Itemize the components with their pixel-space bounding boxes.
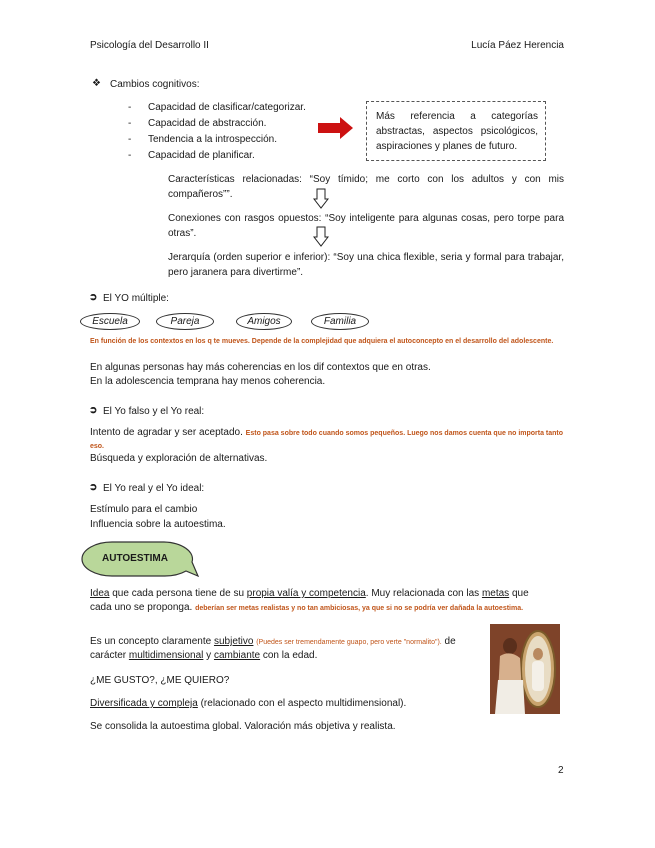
trait-paragraph: Jerarquía (orden superior e inferior): “Soy una chica flexible, seria y formal para trabajar, pero jaranera para divertirme”. [168,252,564,278]
yo-multiple-title: El YO múltiple: [103,293,169,304]
context-oval: Familia [311,313,369,330]
down-arrow-icon [313,188,329,209]
arrow-bullet-icon: ➲ [89,482,98,493]
yo-multiple-line: En algunas personas hay más coherencias en los dif contextos que en otras. [90,362,431,373]
context-oval: Pareja [156,313,214,330]
subjetivo-note: (Puedes ser tremendamente guapo, pero verte "normalito"). [256,639,442,646]
autoestima-note: deberían ser metas realistas y no tan ambiciosas, ya que si no se podría ver dañada la autoestima. [195,605,524,612]
cognitive-title: Cambios cognitivos: [110,79,200,90]
autoestima-p3 [90,697,406,710]
text-run: con la edad. [260,650,318,661]
reference-box-text: Más referencia a categorías abstractas, aspectos psicológicos, aspiraciones y planes de futuro. [376,111,538,152]
cognitive-item: Capacidad de clasificar/categorizar. [148,102,306,113]
cognitive-item: Capacidad de planificar. [148,150,255,161]
dash-bullet: - [128,102,132,113]
dash-bullet: - [128,134,132,145]
arrow-bullet-icon: ➲ [89,405,98,416]
term-cambiante: cambiante [213,650,261,661]
yo-falso-line: Búsqueda y exploración de alternativas. [90,453,268,464]
autoestima-p4: Se consolida la autoestima global. Valoración más objetiva y realista. [90,721,396,732]
yo-falso-title: El Yo falso y el Yo real: [103,406,205,417]
header-right: Lucía Páez Herencia [471,40,564,51]
term-valia: propia valía y competencia [246,588,366,599]
diamond-bullet-icon: ❖ [92,78,101,89]
text-run: y [203,650,214,661]
context-oval: Escuela [80,313,140,330]
yo-ideal-line: Influencia sobre la autoestima. [90,519,226,530]
yo-falso-line: Intento de agradar y ser aceptado. [90,427,243,438]
yo-falso-note: Esto pasa sobre todo cuando somos pequeños. Luego nos damos cuenta que no importa tanto eso. [90,430,564,450]
text-run: (relacionado con el aspecto multidimensional). [197,698,407,709]
text-run: . Muy relacionada con las [365,588,482,599]
autoestima-label: AUTOESTIMA [102,553,168,564]
down-arrow-icon [313,226,329,247]
autoestima-p2 [90,635,475,662]
text-run: que [509,588,529,599]
text-run: Es un concepto claramente [90,636,214,647]
mirror-photo [490,624,560,714]
dash-bullet: - [128,118,132,129]
term-multidimensional: multidimensional [128,650,204,661]
page-number: 2 [558,765,564,776]
yo-multiple-note: En función de los contextos en los q te mueves. Depende de la complejidad que adquiera el autoconcepto en el desarrollo del adolescente. [90,338,554,345]
yo-ideal-line: Estímulo para el cambio [90,504,198,515]
header-left: Psicología del Desarrollo II [90,40,209,51]
text-run: cada uno se proponga. [90,602,193,613]
dash-bullet: - [128,150,132,161]
trait-paragraph: Características relacionadas: “Soy tímido; me corto con los adultos y con mis compañeros””. [168,174,564,200]
autoestima-p1-line1 [90,587,529,600]
term-metas: metas [481,588,510,599]
term-diversificada: Diversificada y compleja [90,698,198,709]
yo-ideal-title: El Yo real y el Yo ideal: [103,483,205,494]
term-idea: Idea [90,588,110,599]
cognitive-item: Tendencia a la introspección. [148,134,277,145]
context-oval: Amigos [236,313,292,330]
red-arrow-icon [318,117,354,139]
reference-box [366,101,546,161]
yo-falso-paragraph [90,426,568,453]
autoestima-question: ¿ME GUSTO?, ¿ME QUIERO? [90,675,230,686]
text-run: de carácter [90,636,456,661]
yo-multiple-line: En la adolescencia temprana hay menos coherencia. [90,376,326,387]
autoestima-p1-line2 [90,601,566,615]
term-subjetivo: subjetivo [213,636,254,647]
trait-paragraph: Conexiones con rasgos opuestos: “Soy inteligente para algunas cosas, pero torpe para otras”. [168,213,564,239]
arrow-bullet-icon: ➲ [89,292,98,303]
text-run: que cada persona tiene de su [109,588,247,599]
cognitive-item: Capacidad de abstracción. [148,118,267,129]
